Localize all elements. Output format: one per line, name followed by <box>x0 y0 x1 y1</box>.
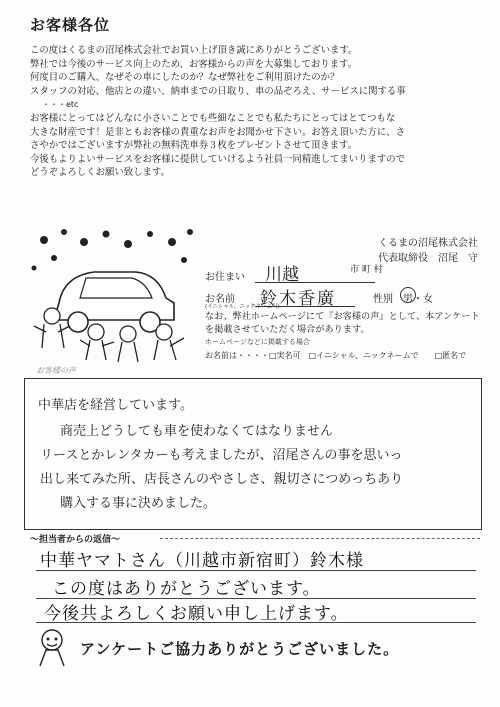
reply-line: 今後共よろしくお願い申し上げます。 <box>44 604 349 624</box>
name-sublabel: (イニシャル、ニックネーム可) <box>205 304 280 310</box>
homepage-options: お名前は・・・・□実名可 □イニシャル、ニックネームで □匿名で <box>205 351 467 360</box>
intro-line: さやかではございますが弊社の無料洗車券３枚をプレゼントさせて頂きます。 <box>30 140 358 152</box>
car-people-drawing <box>24 228 199 368</box>
voice-line: 商売上どうしても車を使わなくてはなりません <box>60 424 334 439</box>
gender-selected-circle <box>400 287 416 303</box>
thanks-message: アンケートご協力ありがとうございました。 <box>80 640 400 658</box>
voice-line: 中華店を経営しています。 <box>38 398 193 413</box>
intro-line: 大きな財産です！是非ともお客様の貴重なお声をお聞かせ下さい。お答え頂いた方に、さ <box>30 126 406 138</box>
name-value: 鈴木香廣 <box>260 289 336 309</box>
intro-line: どうぞよろしくお願い致します。 <box>30 167 170 179</box>
address-row <box>205 262 485 284</box>
intro-line: スタッフの対応、他店との違い、納車までの日取り、車の品ぞろえ、サービスに関する事 <box>30 85 406 97</box>
gender-options: 男・女 <box>403 294 433 305</box>
voice-line: リースとかレンタカーも考えましたが、沼尾さんの事を思いっ <box>40 448 403 463</box>
intro-line: この度はくるまの沼尾株式会社でお買い上げ頂き誠にありがとうございます。 <box>30 45 358 56</box>
reply-line: この度はありがとうございます。 <box>52 579 321 599</box>
intro-text <box>30 44 482 180</box>
reply-line: 中華ヤマトさん（川越市新宿町）鈴木様 <box>40 551 364 571</box>
intro-line: 何度目のご購入、なぜその車にしたのか？なぜ弊社をご利用頂けたのか？ <box>30 72 340 84</box>
reply-underline <box>36 622 476 623</box>
reply-rule <box>160 538 480 539</box>
mascot-small-icon <box>32 626 72 668</box>
page-title: お客様各位 <box>30 16 111 34</box>
intro-line: 弊社では今後のサービス向上のため、お客様からの声を大募集しております。 <box>30 58 358 70</box>
company-rep: 代表取締役 沼尾 守 <box>378 253 478 264</box>
name-label: お名前 <box>205 294 235 305</box>
voice-line: 出し来てみた所、店長さんのやさしさ、親切さにつめっちあり <box>40 472 404 487</box>
address-suffix: 市 町 村 <box>350 265 383 275</box>
mascot-illustration <box>24 228 199 368</box>
address-label: お住まい <box>205 272 245 283</box>
intro-line: 今後もよりよいサービスをお客様に提供していけるよう社員一同精進してまいりますので <box>30 153 406 165</box>
voice-line: 購入する事に決めました。 <box>60 496 217 511</box>
address-underline <box>255 282 375 283</box>
gender-label: 性別 <box>373 294 393 305</box>
homepage-note: ホームページなどに掲載する場合 <box>205 338 310 346</box>
intro-line: お客様にとってはどんなに小さいことでも些細なことでも私たちにとってはとてつもな <box>30 112 396 124</box>
customer-info-form <box>205 262 485 310</box>
company-name: くるまの沼尾株式会社 <box>378 238 478 249</box>
name-underline <box>255 306 355 307</box>
voice-label: お客様の声 <box>36 366 76 375</box>
name-row <box>205 284 485 310</box>
homepage-notice: なお、弊社ホームページにて『お客様の声』として、本アンケートを掲載させていただく場合があります。 <box>205 311 480 335</box>
reply-label: 〜担当者からの返信〜 <box>30 535 121 545</box>
intro-line: ・・・etc <box>42 100 79 110</box>
reply-underline <box>36 570 476 571</box>
address-value: 川越 <box>265 265 299 285</box>
